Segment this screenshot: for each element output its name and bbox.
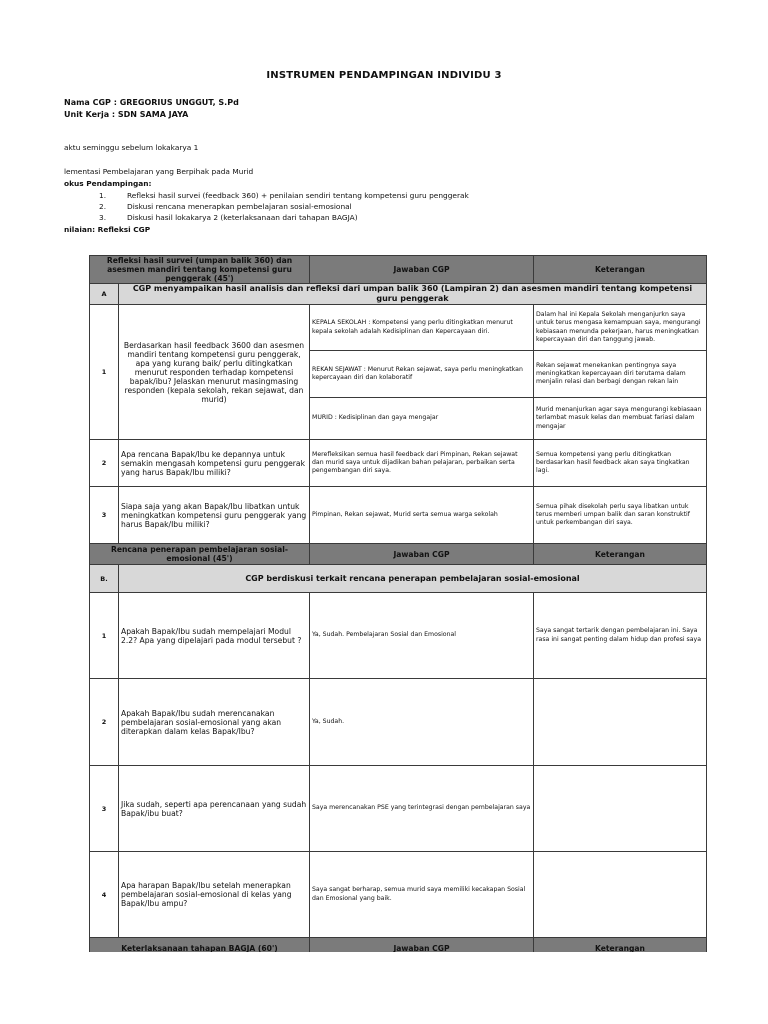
note-cell: Murid menanjurkan agar saya mengurangi kebiasaan terlambat masuk kelas dan membuat fariasi dalam mengajar bbox=[534, 398, 707, 440]
table-row bbox=[90, 679, 707, 766]
fokus-label: okus Pendampingan: bbox=[64, 179, 152, 188]
fokus-text: Diskusi rencana menerapkan pembelajaran sosial-emosional bbox=[127, 202, 352, 211]
answer-cell: REKAN SEJAWAT : Menurut Rekan sejawat, saya perlu meningkatkan kepercayaan diri dan kolaboratif bbox=[310, 351, 534, 398]
answer-cell: KEPALA SEKOLAH : Kompetensi yang perlu ditingkatkan menurut kepala sekolah adalah Kedisiplinan dan Kepercayaan diri. bbox=[310, 305, 534, 351]
unit-value: SDN SAMA JAYA bbox=[117, 110, 189, 119]
note-cell: Saya sangat tertarik dengan pembelajaran ini. Saya rasa ini sangat penting dalam hidup dan profesi saya bbox=[534, 593, 707, 679]
section-b-header-keterangan: Keterangan bbox=[534, 544, 707, 565]
row-number: 1 bbox=[90, 593, 119, 679]
fokus-item-2 bbox=[99, 202, 352, 211]
row-number: 4 bbox=[90, 852, 119, 938]
section-a-header-title: Refleksi hasil survei (umpan balik 360) dan asesmen mandiri tentang kompetensi guru penggerak (45') bbox=[90, 256, 310, 284]
fokus-text: Refleksi hasil survei (feedback 360) + penilaian sendiri tentang kompetensi guru penggerak bbox=[127, 191, 469, 200]
question-cell: Jika sudah, seperti apa perencanaan yang sudah Bapak/ibu buat? bbox=[119, 766, 310, 852]
table-row bbox=[90, 305, 707, 351]
question-cell: Apa rencana Bapak/Ibu ke depannya untuk semakin mengasah kompetensi guru penggerak yang harus Bapak/Ibu miliki? bbox=[119, 440, 310, 487]
table-row bbox=[90, 487, 707, 544]
row-number: 3 bbox=[90, 487, 119, 544]
note-cell bbox=[534, 852, 707, 938]
unit-label: Unit Kerja : bbox=[64, 110, 116, 119]
section-b-title-row bbox=[90, 565, 707, 593]
section-c-header-keterangan: Keterangan bbox=[534, 938, 707, 959]
fokus-item-3 bbox=[99, 213, 358, 222]
row-number: 2 bbox=[90, 679, 119, 766]
nama-value: GREGORIUS UNGGUT, S.Pd bbox=[119, 98, 239, 107]
row-number: 1 bbox=[90, 305, 119, 440]
waktu-text: aktu seminggu sebelum lokakarya 1 bbox=[64, 143, 199, 152]
note-cell: Rekan sejawat menekankan pentingnya saya meningkatkan kepercayaan diri terutama dalam menjalin relasi dan berbagi dengan rekan lain bbox=[534, 351, 707, 398]
question-cell: Apakah Bapak/Ibu sudah merencanakan pembelajaran sosial-emosional yang akan diterapkan dalam kelas Bapak/Ibu? bbox=[119, 679, 310, 766]
section-a-header-keterangan: Keterangan bbox=[534, 256, 707, 284]
section-b-header bbox=[90, 544, 707, 565]
fokus-text: Diskusi hasil lokakarya 2 (keterlaksanaan dari tahapan BAGJA) bbox=[127, 213, 358, 222]
row-number: 2 bbox=[90, 440, 119, 487]
answer-cell: MURID : Kedisiplinan dan gaya mengajar bbox=[310, 398, 534, 440]
answer-cell: Saya sangat berharap, semua murid saya memiliki kecakapan Sosial dan Emosional yang baik. bbox=[310, 852, 534, 938]
table-row bbox=[90, 593, 707, 679]
row-number: 3 bbox=[90, 766, 119, 852]
question-cell: Apa harapan Bapak/Ibu setelah menerapkan pembelajaran sosial-emosional di kelas yang Bapak/Ibu ampu? bbox=[119, 852, 310, 938]
note-cell: Dalam hal ini Kepala Sekolah menganjurkn saya untuk terus mengasa kemampuan saya, mengurangi kebiasaan menunda pekerjaan, harus meningkatkan kepercayaan diri dan tanggung jawab. bbox=[534, 305, 707, 351]
answer-cell: Merefleksikan semua hasil feedback dari Pimpinan, Rekan sejawat dan murid saya untuk dijadikan bahan pelajaran, perbaikan serta pengembangan diri saya. bbox=[310, 440, 534, 487]
section-a-title-row bbox=[90, 284, 707, 305]
topik-text: lementasi Pembelajaran yang Berpihak pada Murid bbox=[64, 167, 254, 176]
page-bottom-margin bbox=[0, 952, 768, 1024]
section-b-id: B. bbox=[90, 565, 119, 593]
section-c-header-title: Keterlaksanaan tahapan BAGJA (60') bbox=[90, 938, 310, 959]
note-cell bbox=[534, 679, 707, 766]
section-a-id: A bbox=[90, 284, 119, 305]
section-a-title: CGP menyampaikan hasil analisis dan refleksi dari umpan balik 360 (Lampiran 2) dan asesmen mandiri tentang kompetensi guru penggerak bbox=[119, 284, 707, 305]
section-c-header-jawaban: Jawaban CGP bbox=[310, 938, 534, 959]
section-a-header bbox=[90, 256, 707, 284]
question-cell: Berdasarkan hasil feedback 3600 dan asesmen mandiri tentang kompetensi guru penggerak, apa yang kurang baik/ perlu ditingkatkan menurut responden terhadap kompetensi bapak/ibu? Jelaskan menurut masingmasing responden (kepala sekolah, rekan sejawat, dan murid) bbox=[119, 305, 310, 440]
answer-cell: Ya, Sudah. Pembelajaran Sosial dan Emosional bbox=[310, 593, 534, 679]
fokus-number: 2. bbox=[99, 202, 107, 211]
nama-label: Nama CGP : bbox=[64, 98, 117, 107]
question-cell: Siapa saja yang akan Bapak/Ibu libatkan untuk meningkatkan kompetensi guru penggerak yang harus Bapak/Ibu miliki? bbox=[119, 487, 310, 544]
document-title: INSTRUMEN PENDAMPINGAN INDIVIDU 3 bbox=[266, 70, 502, 81]
unit-kerja bbox=[64, 110, 188, 119]
section-b-header-title: Rencana penerapan pembelajaran sosial-emosional (45') bbox=[90, 544, 310, 565]
note-cell: Semua pihak disekolah perlu saya libatkan untuk terus memberi umpan balik dan saran konstruktif untuk perkembangan diri saya. bbox=[534, 487, 707, 544]
note-cell: Semua kompetensi yang perlu ditingkatkan berdasarkan hasil feedback akan saya tingkatkan lagi. bbox=[534, 440, 707, 487]
table-row bbox=[90, 852, 707, 938]
table-row bbox=[90, 440, 707, 487]
answer-cell: Ya, Sudah. bbox=[310, 679, 534, 766]
answer-cell: Saya merencanakan PSE yang terintegrasi dengan pembelajaran saya bbox=[310, 766, 534, 852]
table-row bbox=[90, 766, 707, 852]
nama-cgp bbox=[64, 98, 239, 107]
penilaian-label: nilaian: Refleksi CGP bbox=[64, 225, 151, 234]
section-b-title: CGP berdiskusi terkait rencana penerapan pembelajaran sosial-emosional bbox=[119, 565, 707, 593]
fokus-number: 1. bbox=[99, 191, 107, 200]
answer-cell: Pimpinan, Rekan sejawat, Murid serta semua warga sekolah bbox=[310, 487, 534, 544]
fokus-item-1 bbox=[99, 191, 469, 200]
section-a-header-jawaban: Jawaban CGP bbox=[310, 256, 534, 284]
instrument-table bbox=[89, 255, 707, 959]
note-cell bbox=[534, 766, 707, 852]
fokus-number: 3. bbox=[99, 213, 107, 222]
section-b-header-jawaban: Jawaban CGP bbox=[310, 544, 534, 565]
question-cell: Apakah Bapak/Ibu sudah mempelajari Modul 2.2? Apa yang dipelajari pada modul tersebut ? bbox=[119, 593, 310, 679]
